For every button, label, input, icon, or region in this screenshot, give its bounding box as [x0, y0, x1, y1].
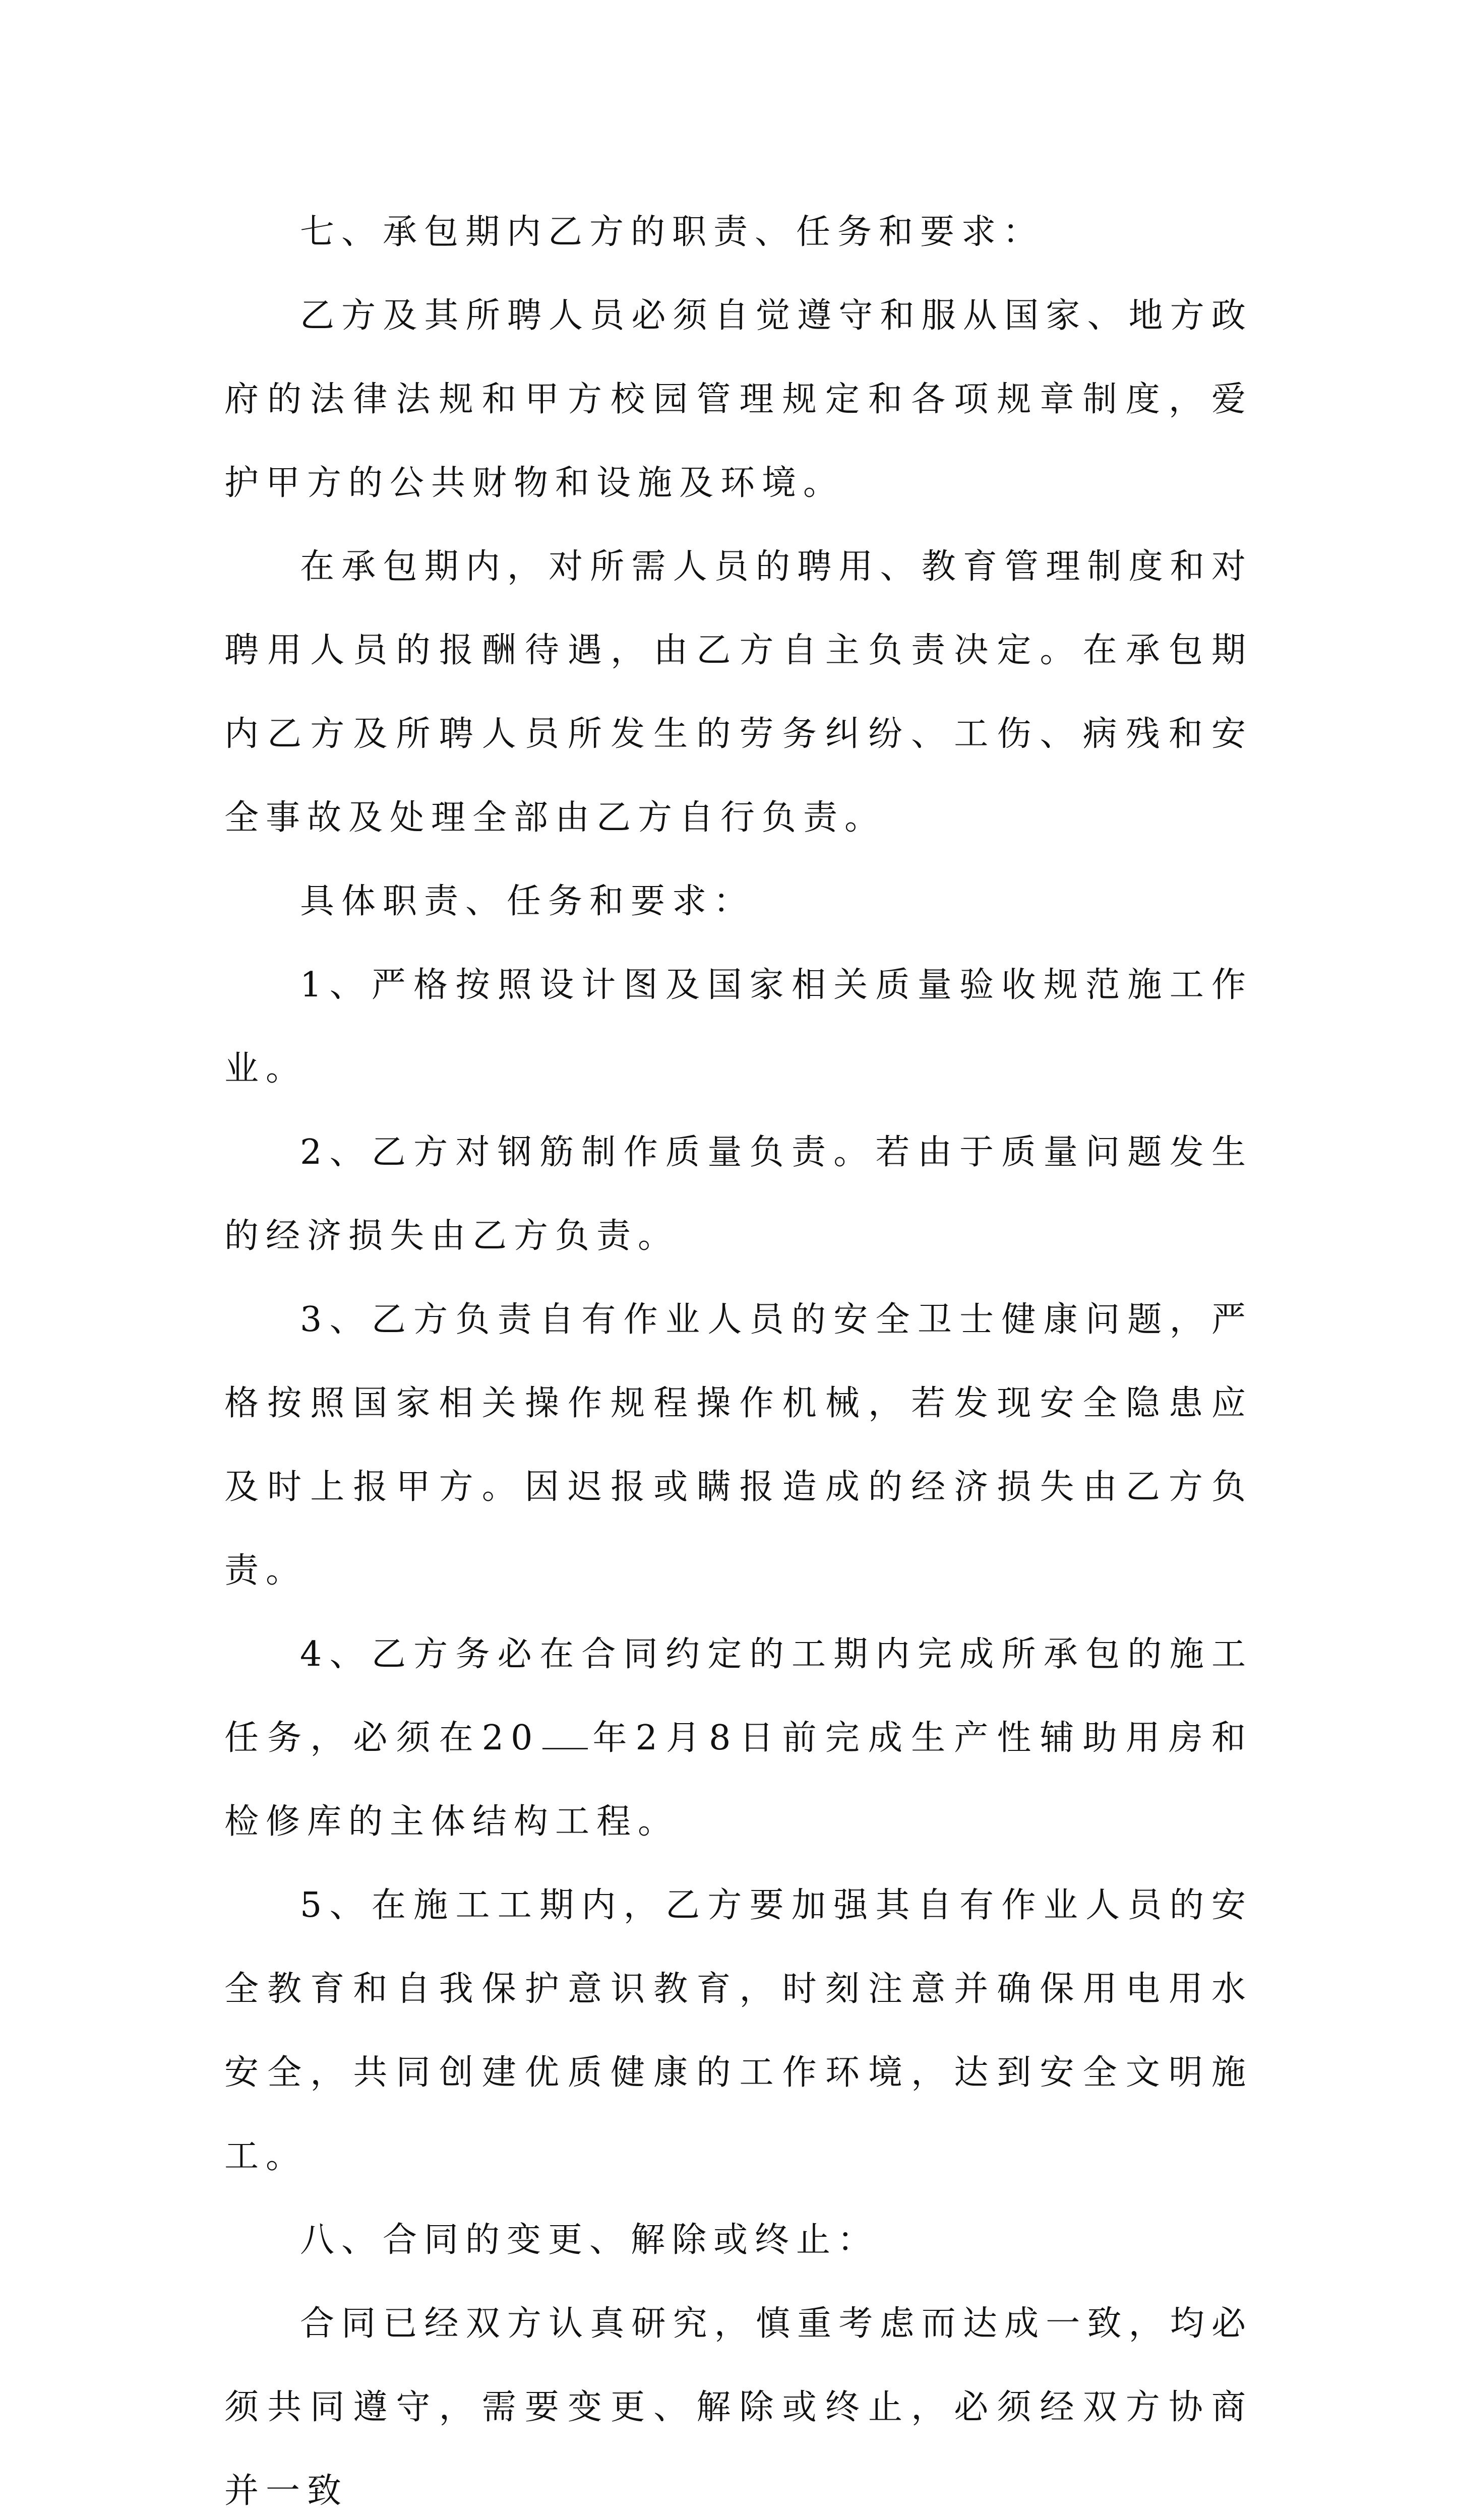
paragraph-compliance: 乙方及其所聘人员必须自觉遵守和服从国家、地方政府的法律法规和甲方校园管理规定和各项规章制度，爱护甲方的公共财物和设施及环境。 — [224, 296, 1253, 503]
clause-4-text-after: 年2月8日前完成生产性辅助用房和检修库的主体结构工程。 — [224, 1718, 1253, 1842]
paragraph-contract-change: 合同已经双方认真研究，慎重考虑而达成一致，均必须共同遵守，需要变更、解除或终止，必须经双方协商并一致 — [224, 2304, 1253, 2511]
year-blank-underline — [542, 1723, 588, 1749]
paragraph-staffing: 在承包期内，对所需人员的聘用、教育管理制度和对聘用人员的报酬待遇，由乙方自主负责决定。在承包期内乙方及所聘人员所发生的劳务纠纷、工伤、病残和安全事故及处理全部由乙方自行负责。 — [224, 547, 1253, 838]
clause-1: 1、严格按照设计图及国家相关质量验收规范施工作业。 — [224, 965, 1253, 1089]
subheading-specific-duties: 具体职责、任务和要求： — [300, 881, 755, 921]
clause-5: 5、在施工工期内，乙方要加强其自有作业人员的安全教育和自我保护意识教育，时刻注意并确保用电用水安全，共同创建优质健康的工作环境，达到安全文明施工。 — [224, 1885, 1253, 2176]
clause-2: 2、乙方对钢筋制作质量负责。若由于质量问题发生的经济损失由乙方负责。 — [224, 1132, 1253, 1256]
section-heading-seven: 七、承包期内乙方的职责、任务和要求： — [300, 212, 1045, 252]
clause-3: 3、乙方负责自有作业人员的安全卫士健康问题，严格按照国家相关操作规程操作机械，若发现安全隐患应及时上报甲方。因迟报或瞒报造成的经济损失由乙方负责。 — [224, 1300, 1253, 1591]
section-heading-eight: 八、合同的变更、解除或终止： — [300, 2220, 879, 2260]
document-body — [224, 191, 1253, 2520]
clause-4 — [224, 1613, 1253, 1864]
clause-4-text-before: 4、乙方务必在合同约定的工期内完成所承包的施工任务，必须在20 — [224, 1634, 1253, 1758]
